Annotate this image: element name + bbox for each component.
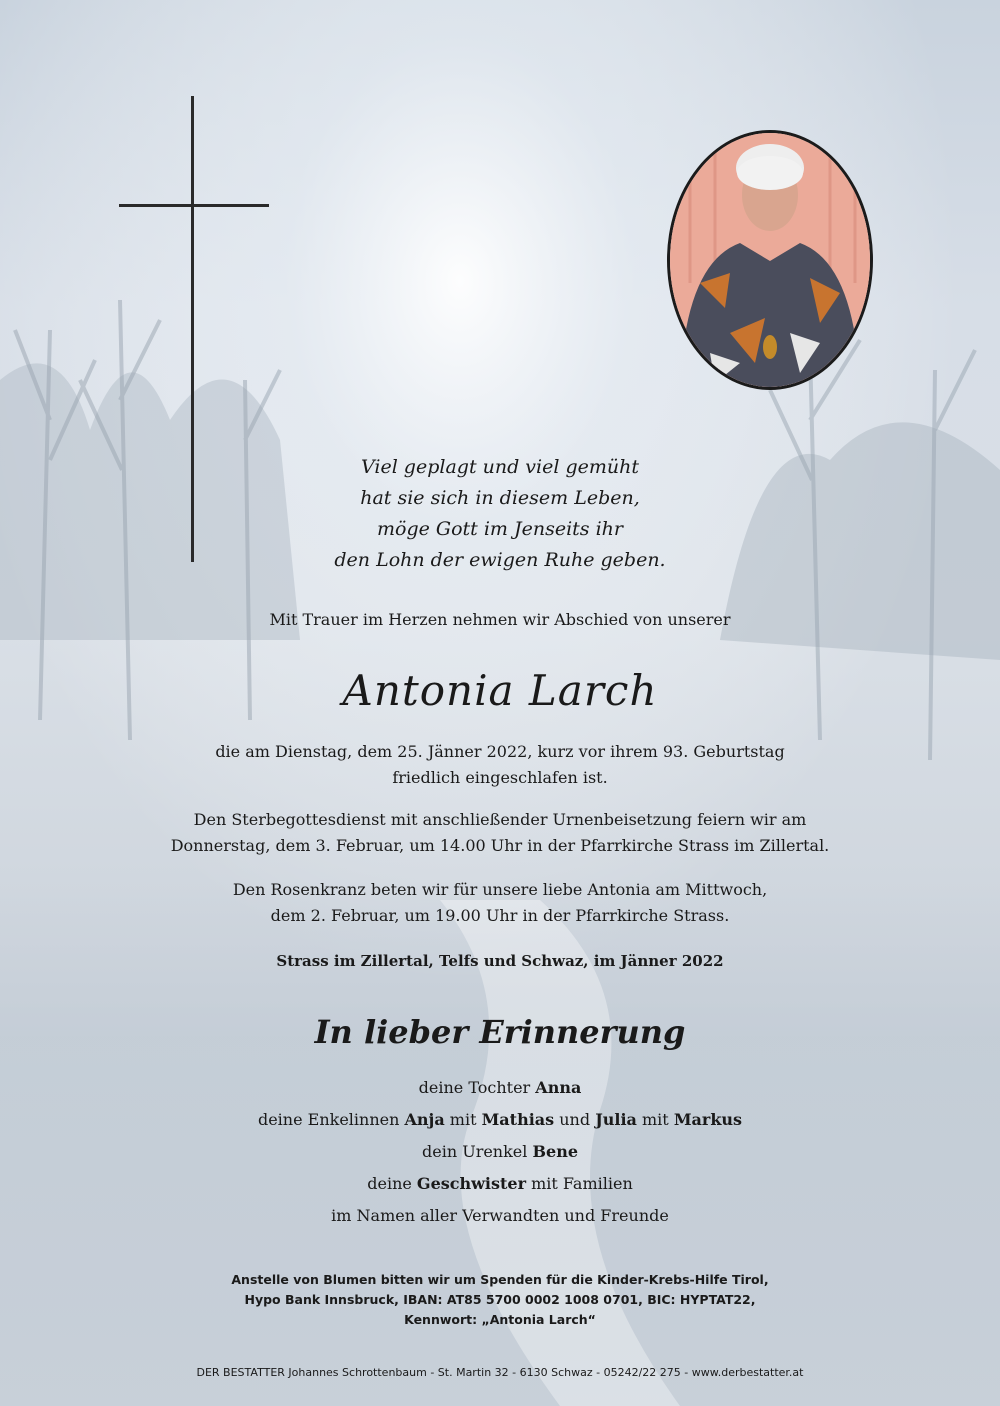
mourner-name: Markus [673,1110,743,1129]
portrait-photo [667,130,873,390]
poem-line: den Lohn der ewigen Ruhe geben. [334,549,666,571]
poem-line: möge Gott im Jenseits ihr [377,518,623,540]
mourner-name: Anja [404,1110,445,1129]
donation-line: Anstelle von Blumen bitten wir um Spenden für die Kinder-Krebs-Hilfe Tirol, [231,1272,769,1287]
mourner-text: mit [636,1110,674,1129]
mourner-name: Geschwister [416,1174,527,1193]
funeral-home-footer: DER BESTATTER Johannes Schrottenbaum - St. Martin 32 - 6130 Schwaz - 05242/22 275 - www.derbestatter.at [196,1366,804,1379]
mourner-name: Anna [535,1078,582,1097]
mourner-text: und [554,1110,596,1129]
rosary-line: Den Rosenkranz beten wir für unsere liebe Antonia am Mittwoch, [232,880,768,899]
cross-horizontal-bar [119,204,269,207]
mourner-text: mit Familien [526,1174,633,1193]
mourners-list [100,1072,900,1232]
donation-line: Hypo Bank Innsbruck, IBAN: AT85 5700 0002 1008 0701, BIC: HYPTAT22, [244,1292,756,1307]
mourner-text: deine Tochter [418,1078,536,1097]
mourner-text: dein Urenkel [421,1142,533,1161]
service-line: Den Sterbegottesdienst mit anschließender Urnenbeisetzung feiern wir am [193,810,807,829]
mourner-name: Mathias [481,1110,555,1129]
mourner-line [100,1072,900,1104]
mourner-text: deine [367,1174,417,1193]
service-notice [100,807,900,859]
service-line: Donnerstag, dem 3. Februar, um 14.00 Uhr in der Pfarrkirche Strass im Zillertal. [170,836,830,855]
donation-request [100,1270,900,1330]
rosary-line: dem 2. Februar, um 19.00 Uhr in der Pfarrkirche Strass. [270,906,730,925]
place-date: Strass im Zillertal, Telfs und Schwaz, im Jänner 2022 [276,952,724,970]
mourner-line [100,1136,900,1168]
poem-line: hat sie sich in diesem Leben, [360,487,640,509]
poem [100,452,900,576]
mourner-text: deine Enkelinnen [257,1110,405,1129]
mourner-name: Bene [532,1142,578,1161]
poem-line: Viel geplagt und viel gemüht [360,456,639,478]
mourner-line: im Namen aller Verwandten und Freunde [331,1206,669,1225]
rosary-notice [100,877,900,929]
memory-heading: In lieber Erinnerung [314,1013,686,1051]
death-line: die am Dienstag, dem 25. Jänner 2022, kurz vor ihrem 93. Geburtstag [215,742,785,761]
mourner-line [100,1104,900,1136]
intro-text: Mit Trauer im Herzen nehmen wir Abschied von unserer [269,610,731,629]
mourner-text: mit [444,1110,482,1129]
death-line: friedlich eingeschlafen ist. [392,768,608,787]
death-notice [100,739,900,791]
donation-line: Kennwort: „Antonia Larch“ [404,1312,596,1327]
mourner-name: Julia [595,1110,637,1129]
deceased-name: Antonia Larch [342,666,658,715]
mourner-line [100,1168,900,1200]
